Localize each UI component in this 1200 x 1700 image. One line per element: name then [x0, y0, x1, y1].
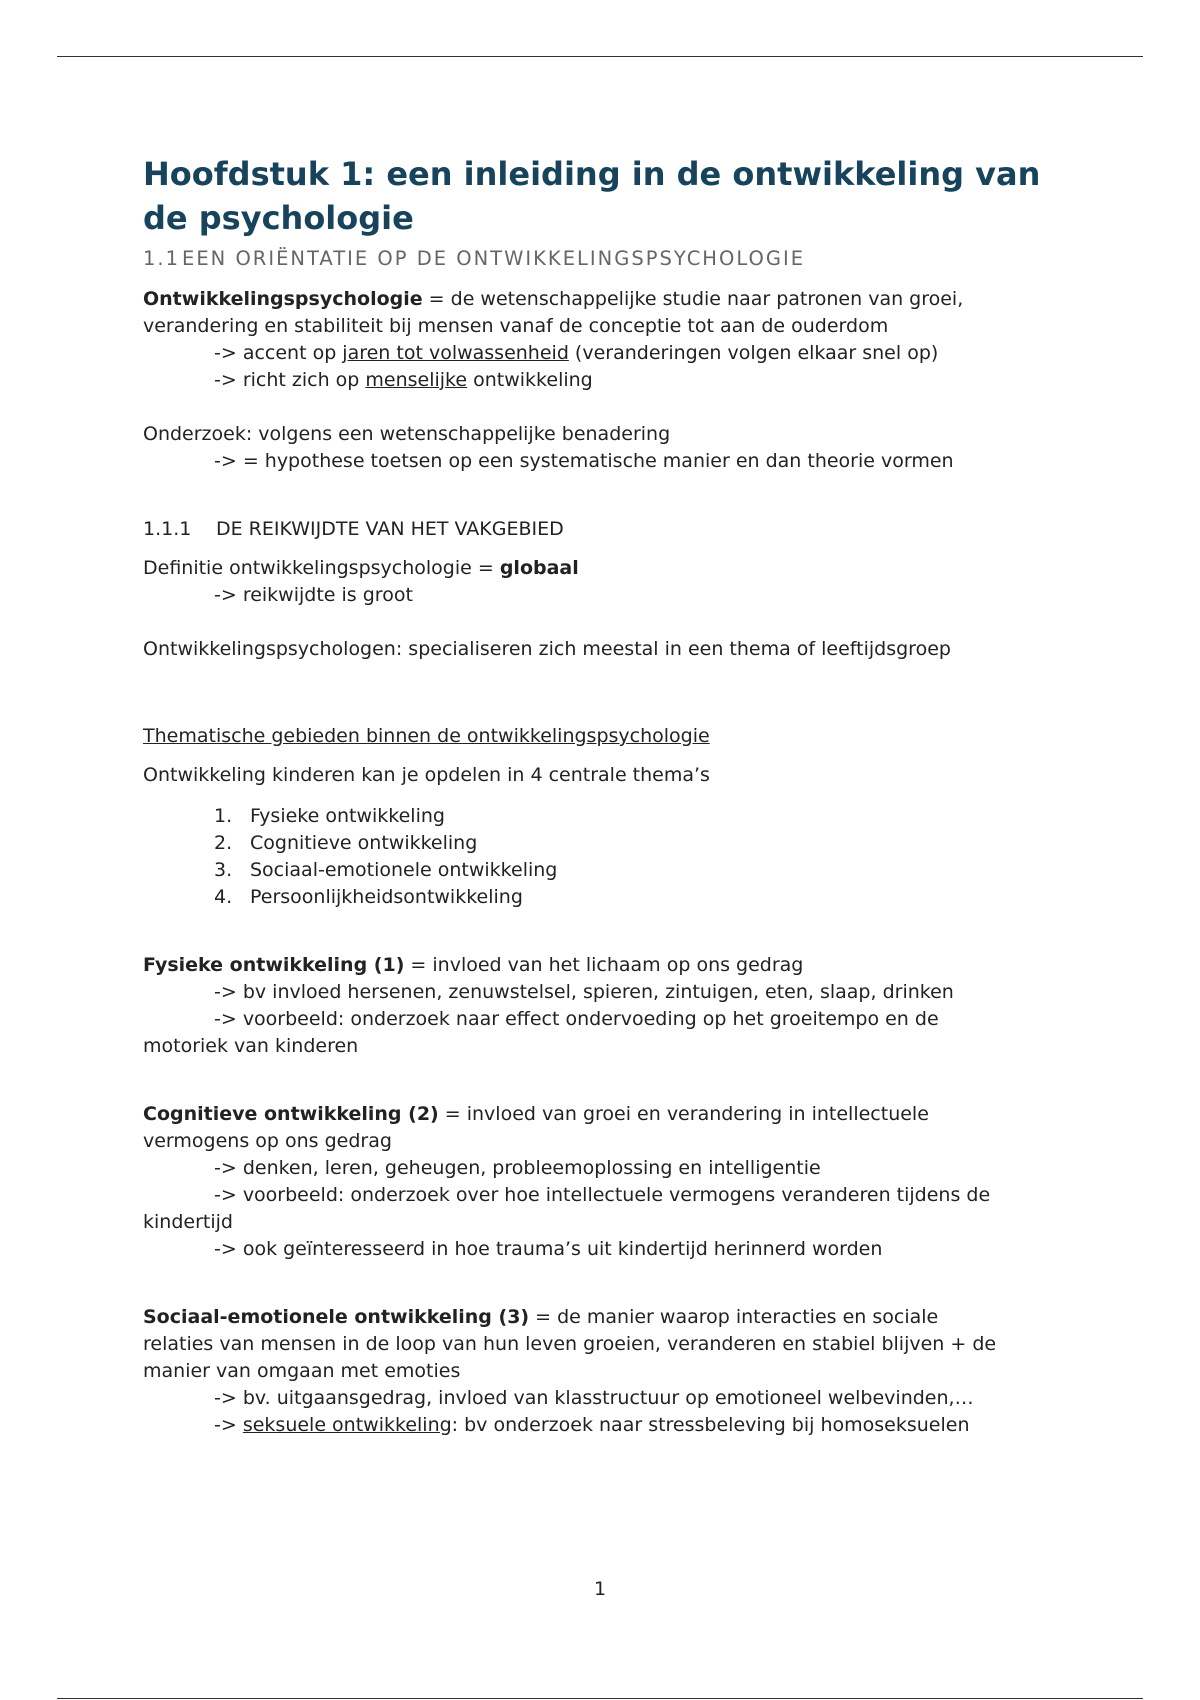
research-line: Onderzoek: volgens een wetenschappelijke benadering	[143, 423, 671, 445]
list-item	[214, 803, 1063, 830]
cognitive-bullet-2: -> voorbeeld: onderzoek over hoe intellectuele vermogens veranderen tijdens de	[214, 1184, 991, 1206]
list-number: 3.	[214, 859, 233, 881]
bullet-prefix: -> richt zich op	[214, 369, 366, 391]
bullet-suffix: : bv onderzoek naar stressbeleving bij homoseksuelen	[451, 1414, 970, 1436]
physical-bullet-2-continued: motoriek van kinderen	[143, 1035, 359, 1057]
definition-term: Ontwikkelingspsychologie	[143, 288, 423, 310]
social-text: = de manier waarop interacties en sociale	[529, 1306, 939, 1328]
section-heading	[143, 244, 1063, 274]
physical-text: = invloed van het lichaam op ons gedrag	[404, 954, 804, 976]
list-label: Fysieke ontwikkeling	[250, 805, 445, 827]
scope-definition-text: Definitie ontwikkelingspsychologie =	[143, 557, 500, 579]
underlined-phrase: jaren tot volwassenheid	[342, 342, 569, 364]
list-label: Sociaal-emotionele ontwikkeling	[250, 859, 558, 881]
subsection-heading	[143, 516, 1063, 543]
subsection-title: DE REIKWIJDTE VAN HET VAKGEBIED	[216, 518, 564, 540]
social-bullet-1: -> bv. uitgaansgedrag, invloed van klasstructuur op emotioneel welbevinden,…	[214, 1387, 974, 1409]
underlined-phrase: seksuele ontwikkeling	[242, 1414, 452, 1436]
physical-bullet-1: -> bv invloed hersenen, zenuwstelsel, spieren, zintuigen, eten, slaap, drinken	[214, 981, 954, 1003]
themes-heading: Thematische gebieden binnen de ontwikkelingspsychologie	[143, 725, 710, 747]
social-definition-continued-2: manier van omgaan met emoties	[143, 1360, 461, 1382]
list-item	[214, 884, 1063, 911]
bullet-suffix: (veranderingen volgen elkaar snel op)	[568, 342, 939, 364]
social-term: Sociaal-emotionele ontwikkeling (3)	[143, 1306, 530, 1328]
underlined-phrase: menselijke	[365, 369, 468, 391]
subsection-number: 1.1.1	[143, 518, 192, 540]
chapter-title: Hoofdstuk 1: een inleiding in de ontwikkeling van de psychologie	[143, 155, 1041, 237]
social-definition	[143, 1304, 1063, 1331]
list-item	[214, 857, 1063, 884]
cognitive-text: = invloed van groei en verandering in intellectuele	[438, 1103, 929, 1125]
section-number: 1.1	[143, 247, 181, 270]
list-label: Persoonlijkheidsontwikkeling	[250, 886, 523, 908]
scope-definition	[143, 555, 1063, 582]
definition-bullet-1	[143, 340, 1063, 367]
cognitive-bullet-2-continued: kindertijd	[143, 1211, 233, 1233]
physical-bullet-2: -> voorbeeld: onderzoek naar effect ondervoeding op het groeitempo en de	[214, 1008, 939, 1030]
specialists-line: Ontwikkelingspsychologen: specialiseren zich meestal in een thema of leeftijdsgroep	[143, 638, 951, 660]
page-number: 1	[593, 1578, 607, 1600]
cognitive-definition-continued: vermogens op ons gedrag	[143, 1130, 392, 1152]
physical-term: Fysieke ontwikkeling (1)	[143, 954, 405, 976]
physical-definition	[143, 952, 1063, 979]
bullet-suffix: ontwikkeling	[467, 369, 593, 391]
cognitive-bullet-1: -> denken, leren, geheugen, probleemoplossing en intelligentie	[214, 1157, 821, 1179]
definition-text: = de wetenschappelijke studie naar patronen van groei, verandering en stabiliteit bij mensen vanaf de conceptie tot aan de ouderdom	[143, 288, 964, 337]
footer-rule	[57, 1698, 1143, 1699]
scope-definition-bold: globaal	[499, 557, 579, 579]
list-label: Cognitieve ontwikkeling	[250, 832, 478, 854]
research-bullet: -> = hypothese toetsen op een systematische manier en dan theorie vormen	[214, 450, 954, 472]
page-content	[143, 152, 1063, 1439]
list-number: 1.	[214, 805, 233, 827]
list-item	[214, 830, 1063, 857]
themes-list	[143, 803, 1063, 911]
definition-bullet-2	[143, 367, 1063, 394]
header-rule	[57, 56, 1143, 57]
bullet-prefix: ->	[214, 1414, 243, 1436]
definition-paragraph	[143, 286, 1063, 340]
bullet-prefix: -> accent op	[214, 342, 343, 364]
section-title: EEN ORIËNTATIE OP DE ONTWIKKELINGSPSYCHOLOGIE	[182, 247, 806, 270]
cognitive-bullet-3: -> ook geïnteresseerd in hoe trauma’s uit kindertijd herinnerd worden	[214, 1238, 883, 1260]
list-number: 2.	[214, 832, 233, 854]
social-bullet-2	[143, 1412, 1063, 1439]
cognitive-term: Cognitieve ontwikkeling (2)	[143, 1103, 439, 1125]
scope-bullet: -> reikwijdte is groot	[214, 584, 413, 606]
social-definition-continued-1: relaties van mensen in de loop van hun leven groeien, veranderen en stabiel blijven + de	[143, 1333, 997, 1355]
list-number: 4.	[214, 886, 233, 908]
cognitive-definition	[143, 1101, 1063, 1128]
themes-intro: Ontwikkeling kinderen kan je opdelen in 4 centrale thema’s	[143, 764, 710, 786]
